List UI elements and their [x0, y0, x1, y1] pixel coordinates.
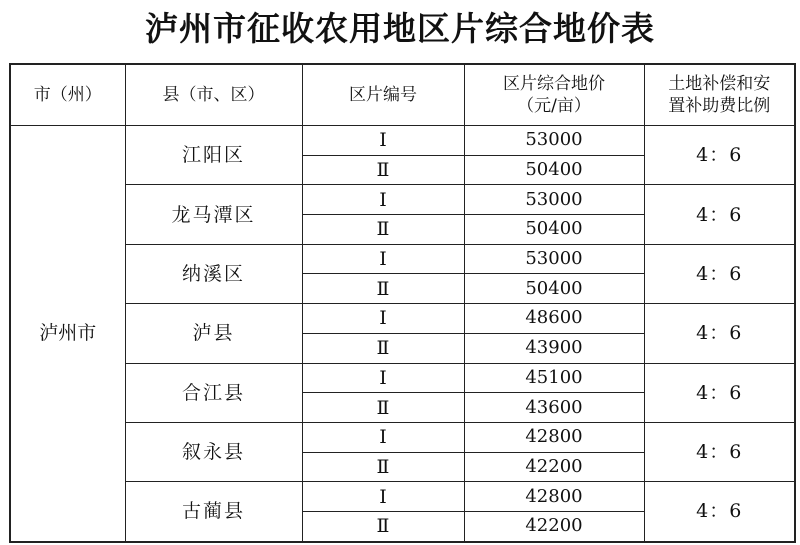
county-cell: 龙马潭区 [125, 185, 302, 244]
ratio-cell: 4：6 [644, 304, 795, 363]
header-city: 市（州） [10, 64, 125, 126]
county-cell: 江阳区 [125, 126, 302, 185]
header-row [10, 64, 795, 126]
table-row [10, 482, 795, 512]
price-cell: 50400 [464, 215, 644, 245]
zone-no-cell: Ⅱ [302, 274, 464, 304]
ratio-cell: 4：6 [644, 422, 795, 481]
page-title: 泸州市征收农用地区片综合地价表 [145, 9, 655, 48]
zone-no-cell: Ⅱ [302, 215, 464, 245]
zone-no-cell: Ⅰ [302, 422, 464, 452]
price-cell: 45100 [464, 363, 644, 393]
price-cell: 53000 [464, 185, 644, 215]
price-cell: 42200 [464, 511, 644, 541]
zone-no-cell: Ⅰ [302, 244, 464, 274]
price-cell: 50400 [464, 274, 644, 304]
city-cell: 泸州市 [10, 126, 125, 542]
header-ratio-line1: 土地补偿和安 [668, 74, 771, 94]
zone-no-cell: Ⅱ [302, 452, 464, 482]
zone-no-cell: Ⅰ [302, 185, 464, 215]
price-cell: 53000 [464, 126, 644, 156]
header-zone-no: 区片编号 [302, 64, 464, 126]
price-cell: 50400 [464, 155, 644, 185]
header-ratio [644, 64, 795, 126]
zone-no-cell: Ⅱ [302, 333, 464, 363]
price-cell: 43600 [464, 393, 644, 423]
zone-no-cell: Ⅱ [302, 511, 464, 541]
header-county: 县（市、区） [125, 64, 302, 126]
county-cell: 纳溪区 [125, 244, 302, 303]
table-row [10, 422, 795, 452]
ratio-cell: 4：6 [644, 244, 795, 303]
land-price-table [9, 63, 796, 543]
header-price-unit: （元/亩） [517, 96, 591, 116]
price-cell: 43900 [464, 333, 644, 363]
price-cell: 42200 [464, 452, 644, 482]
header-ratio-line2: 置补助费比例 [668, 96, 771, 116]
table-row [10, 244, 795, 274]
zone-no-cell: Ⅰ [302, 304, 464, 334]
ratio-cell: 4：6 [644, 363, 795, 422]
zone-no-cell: Ⅰ [302, 126, 464, 156]
price-cell: 53000 [464, 244, 644, 274]
county-cell: 叙永县 [125, 422, 302, 481]
header-price [464, 64, 644, 126]
zone-no-cell: Ⅰ [302, 363, 464, 393]
header-price-label: 区片综合地价 [503, 74, 605, 94]
table-row [10, 126, 795, 156]
ratio-cell: 4：6 [644, 482, 795, 542]
zone-no-cell: Ⅰ [302, 482, 464, 512]
table-row [10, 304, 795, 334]
county-cell: 泸县 [125, 304, 302, 363]
county-cell: 合江县 [125, 363, 302, 422]
table-row [10, 185, 795, 215]
price-cell: 42800 [464, 422, 644, 452]
ratio-cell: 4：6 [644, 126, 795, 185]
county-cell: 古蔺县 [125, 482, 302, 542]
zone-no-cell: Ⅱ [302, 393, 464, 423]
ratio-cell: 4：6 [644, 185, 795, 244]
table-row [10, 363, 795, 393]
price-cell: 42800 [464, 482, 644, 512]
price-cell: 48600 [464, 304, 644, 334]
zone-no-cell: Ⅱ [302, 155, 464, 185]
